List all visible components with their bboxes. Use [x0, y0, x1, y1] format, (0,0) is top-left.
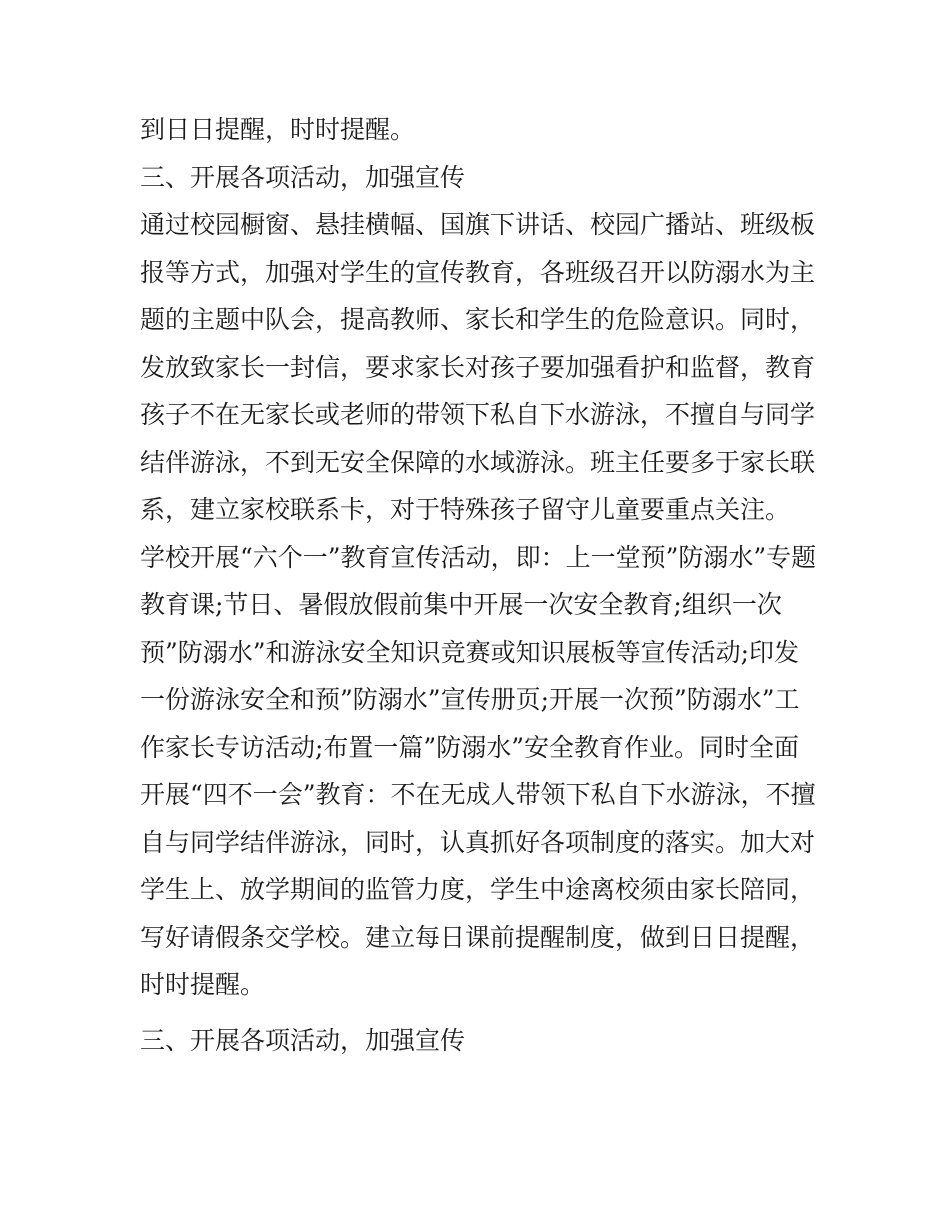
body-text	[140, 106, 820, 1064]
text-line: 自与同学结伴游泳，同时，认真抓好各项制度的落实。加大对	[140, 827, 816, 857]
text-line: 预”防溺水”和游泳安全知识竞赛或知识展板等宣传活动;印发	[140, 637, 799, 667]
text-line: 学校开展“六个一”教育宣传活动，即：上一堂预”防溺水”专题	[140, 542, 817, 572]
text-line: 到日日提醒，时时提醒。	[140, 115, 416, 144]
text-line: 题的主题中队会，提高教师、家长和学生的危险意识。同时，	[140, 305, 816, 334]
text-line: 教育课;节日、暑假放假前集中开展一次安全教育;组织一次	[140, 590, 782, 619]
text-line: 时时提醒。	[140, 970, 266, 999]
text-line: 一份游泳安全和预”防溺水”宣传册页;开展一次预”防溺水”工	[140, 685, 800, 714]
text-line: 结伴游泳，不到无安全保障的水域游泳。班主任要多于家长联	[140, 447, 816, 477]
section-heading: 三、开展各项活动，加强宣传	[140, 162, 466, 192]
text-line: 作家长专访活动;布置一篇”防溺水”安全教育作业。同时全面	[140, 732, 799, 762]
text-line: 系，建立家校联系卡，对于特殊孩子留守儿童要重点关注。	[140, 495, 791, 524]
text-line: 开展“四不一会”教育：不在无成人带领下私自下水游泳，不擅	[140, 780, 816, 809]
section-heading: 三、开展各项活动，加强宣传	[140, 1025, 466, 1055]
text-line: 孩子不在无家长或老师的带领下私自下水游泳，不擅自与同学	[140, 400, 816, 429]
text-line: 发放致家长一封信，要求家长对孩子要加强看护和监督，教育	[140, 352, 816, 382]
text-line: 写好请假条交学校。建立每日课前提醒制度，做到日日提醒，	[140, 922, 816, 952]
text-line: 通过校园橱窗、悬挂横幅、国旗下讲话、校园广播站、班级板	[140, 210, 816, 239]
text-line: 学生上、放学期间的监管力度，学生中途离校须由家长陪同，	[140, 875, 816, 904]
text-line: 报等方式，加强对学生的宣传教育，各班级召开以防溺水为主	[140, 257, 816, 287]
